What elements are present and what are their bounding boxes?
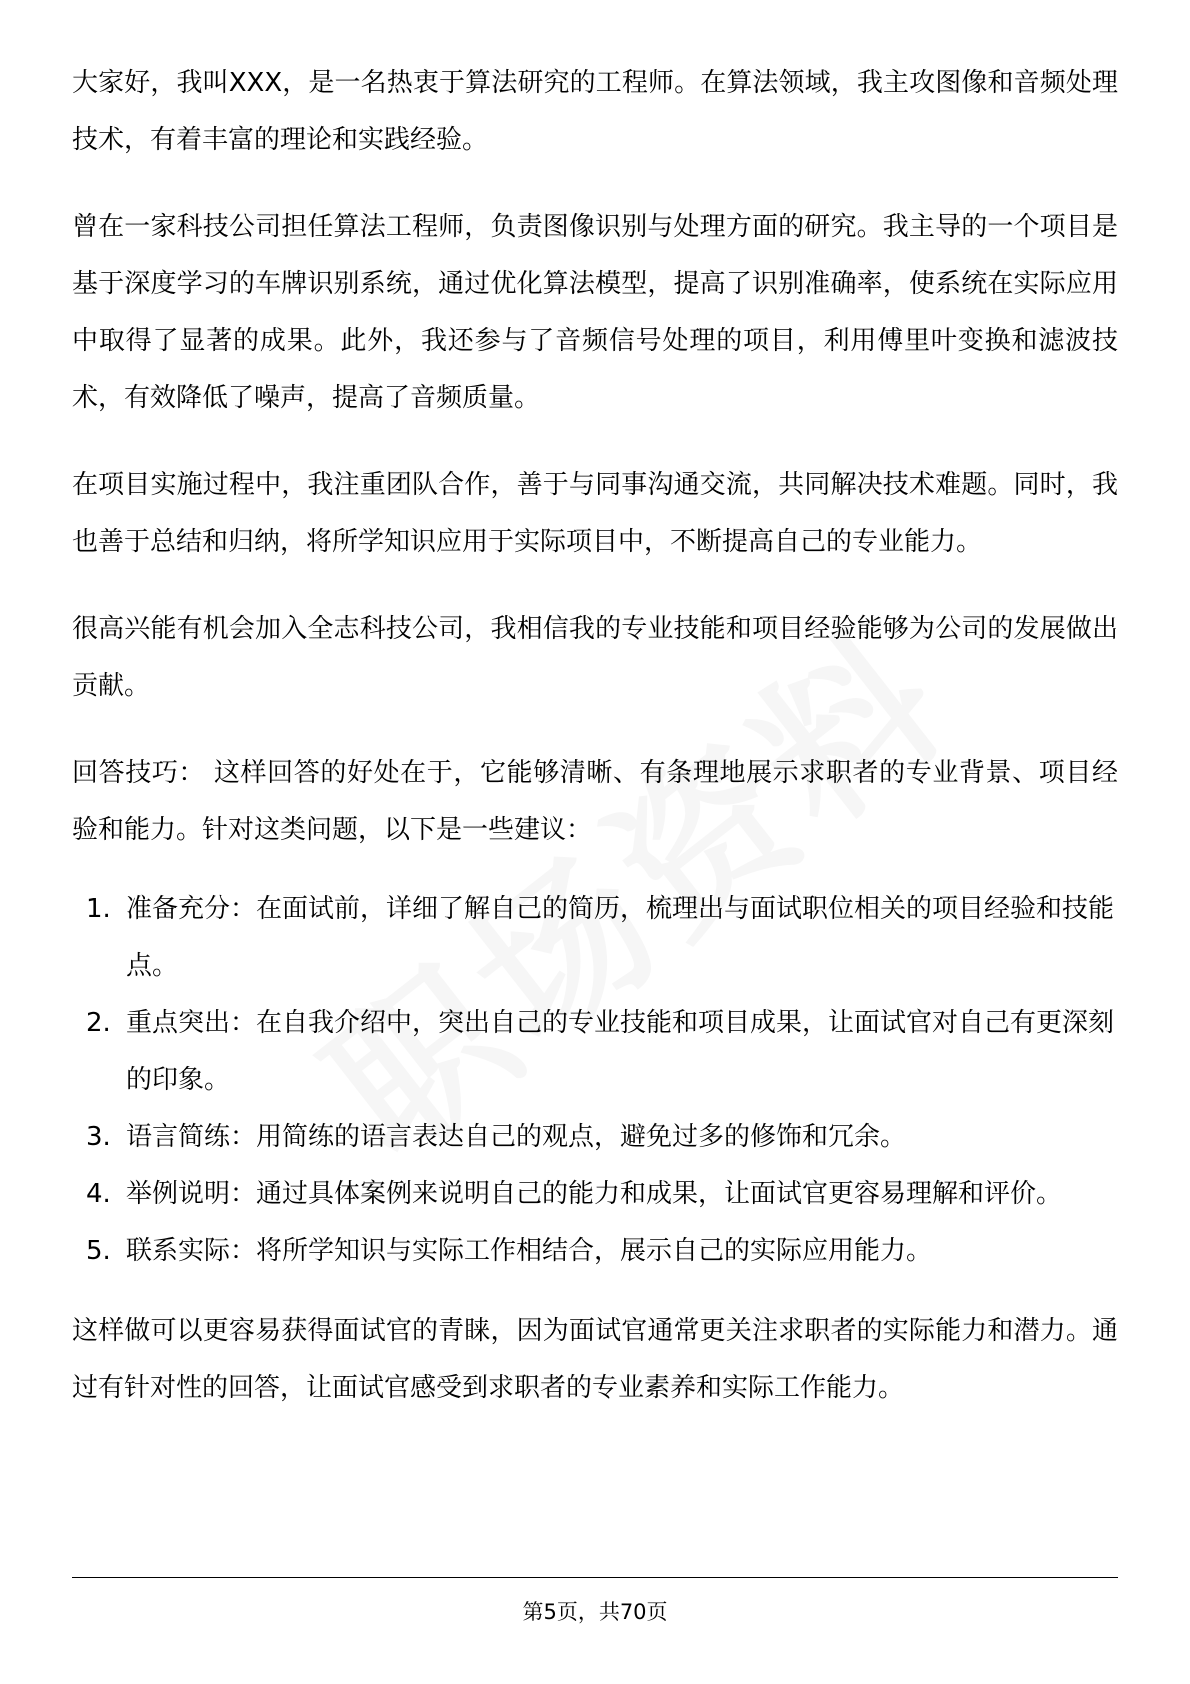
paragraph-closing: 这样做可以更容易获得面试官的青睐，因为面试官通常更关注求职者的实际能力和潜力。通过有针对性的回答，让面试官感受到求职者的专业素养和实际工作能力。: [72, 1316, 1118, 1403]
list-text: 准备充分：在面试前，详细了解自己的简历，梳理出与面试职位相关的项目经验和技能点。: [126, 894, 1115, 981]
list-number: 1.: [86, 894, 111, 924]
list-item: [72, 1166, 1118, 1223]
tips-list: [72, 881, 1118, 1280]
list-text: 联系实际：将所学知识与实际工作相结合，展示自己的实际应用能力。: [126, 1236, 933, 1266]
list-item: [72, 995, 1118, 1109]
list-item: [72, 1109, 1118, 1166]
list-item: [72, 1223, 1118, 1280]
list-number: 4.: [86, 1179, 111, 1209]
paragraph-answer-tips: 回答技巧： 这样回答的好处在于，它能够清晰、有条理地展示求职者的专业背景、项目经验和能力。针对这类问题，以下是一些建议：: [72, 758, 1118, 845]
list-text: 语言简练：用简练的语言表达自己的观点，避免过多的修饰和冗余。: [126, 1122, 907, 1152]
list-number: 5.: [86, 1236, 111, 1266]
paragraph-intro: 大家好，我叫XXX，是一名热衷于算法研究的工程师。在算法领域，我主攻图像和音频处理技术，有着丰富的理论和实践经验。: [72, 68, 1118, 155]
list-text: 重点突出：在自我介绍中，突出自己的专业技能和项目成果，让面试官对自己有更深刻的印象。: [126, 1008, 1115, 1095]
list-number: 3.: [86, 1122, 111, 1152]
list-text: 举例说明：通过具体案例来说明自己的能力和成果，让面试官更容易理解和评价。: [126, 1179, 1063, 1209]
document-body: [72, 55, 1118, 1447]
list-item: [72, 881, 1118, 995]
list-number: 2.: [86, 1008, 111, 1038]
paragraph-motivation: 很高兴能有机会加入全志科技公司，我相信我的专业技能和项目经验能够为公司的发展做出贡献。: [72, 614, 1118, 701]
page-number: 第5页，共70页: [522, 1600, 668, 1624]
paragraph-teamwork: 在项目实施过程中，我注重团队合作，善于与同事沟通交流，共同解决技术难题。同时，我也善于总结和归纳，将所学知识应用于实际项目中，不断提高自己的专业能力。: [72, 470, 1118, 557]
footer-divider: [72, 1577, 1118, 1578]
paragraph-experience: 曾在一家科技公司担任算法工程师，负责图像识别与处理方面的研究。我主导的一个项目是基于深度学习的车牌识别系统，通过优化算法模型，提高了识别准确率，使系统在实际应用中取得了显著的成果。此外，我还参与了音频信号处理的项目，利用傅里叶变换和滤波技术，有效降低了噪声，提高了音频质量。: [72, 212, 1118, 413]
